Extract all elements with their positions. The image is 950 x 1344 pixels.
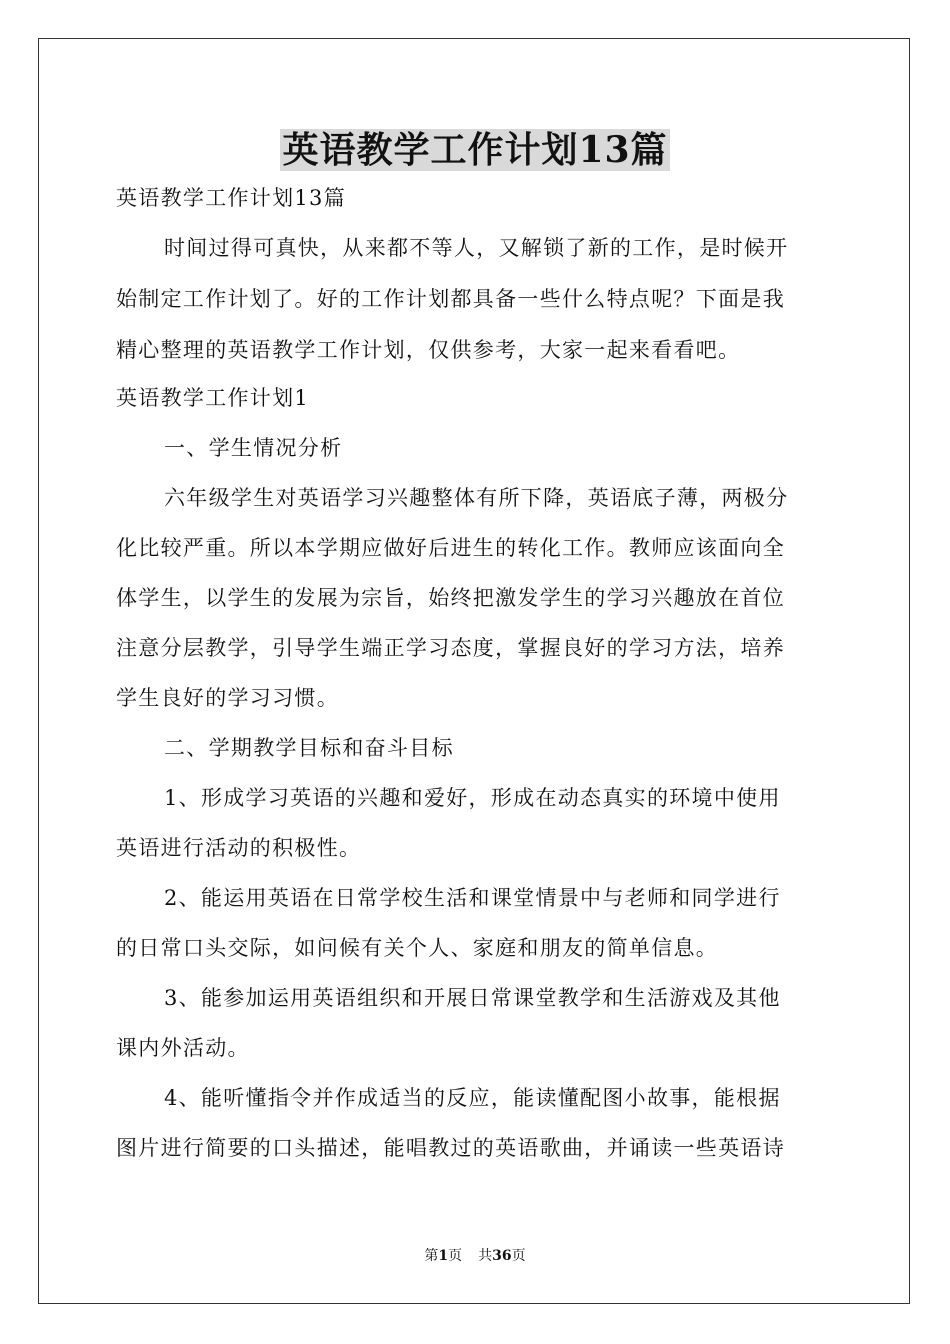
subsection-heading: 二、学期教学目标和奋斗目标 (164, 736, 454, 760)
page-number: 1 (438, 1248, 449, 1264)
paragraph-line: 精心整理的英语教学工作计划，仅供参考，大家一起来看看吧。 (116, 338, 741, 362)
list-item-line: 2、能运用英语在日常学校生活和课堂情景中与老师和同学进行 (164, 886, 781, 910)
paragraph-line: 体学生，以学生的发展为宗旨，始终把激发学生的学习兴趣放在首位 (116, 586, 785, 610)
list-item-line: 3、能参加运用英语组织和开展日常课堂教学和生活游戏及其他 (164, 986, 781, 1010)
subsection-heading: 一、学生情况分析 (164, 436, 343, 460)
list-item-line: 课内外活动。 (116, 1036, 250, 1060)
list-item-line: 英语进行活动的积极性。 (116, 836, 362, 860)
paragraph-line: 六年级学生对英语学习兴趣整体有所下降，英语底子薄，两极分 (164, 486, 789, 510)
page-prefix: 第 (424, 1248, 439, 1264)
page-suffix: 页 (448, 1248, 463, 1264)
list-item-line: 1、形成学习英语的兴趣和爱好，形成在动态真实的环境中使用 (164, 786, 781, 810)
total-suffix: 页 (511, 1248, 526, 1264)
document-title (0, 122, 950, 178)
list-item-line: 4、能听懂指令并作成适当的反应，能读懂配图小故事，能根据 (164, 1086, 781, 1110)
subtitle-line: 英语教学工作计划13篇 (116, 186, 347, 210)
paragraph-line: 注意分层教学，引导学生端正学习态度，掌握良好的学习方法，培养 (116, 636, 785, 660)
paragraph-line: 始制定工作计划了。好的工作计划都具备一些什么特点呢？下面是我 (116, 287, 785, 311)
paragraph-line: 学生良好的学习习惯。 (116, 686, 339, 710)
total-prefix: 共 (478, 1248, 493, 1264)
paragraph-line: 时间过得可真快，从来都不等人，又解锁了新的工作，是时候开 (164, 236, 789, 260)
section-heading: 英语教学工作计划1 (116, 386, 310, 410)
page-border (38, 38, 910, 1304)
document-title-text: 英语教学工作计划13篇 (282, 129, 668, 171)
list-item-line: 图片进行简要的口头描述，能唱教过的英语歌曲，并诵读一些英语诗 (116, 1136, 785, 1160)
page-footer (0, 1245, 950, 1267)
paragraph-line: 化比较严重。所以本学期应做好后进生的转化工作。教师应该面向全 (116, 536, 785, 560)
total-pages: 36 (492, 1248, 512, 1264)
list-item-line: 的日常口头交际，如问候有关个人、家庭和朋友的简单信息。 (116, 936, 719, 960)
